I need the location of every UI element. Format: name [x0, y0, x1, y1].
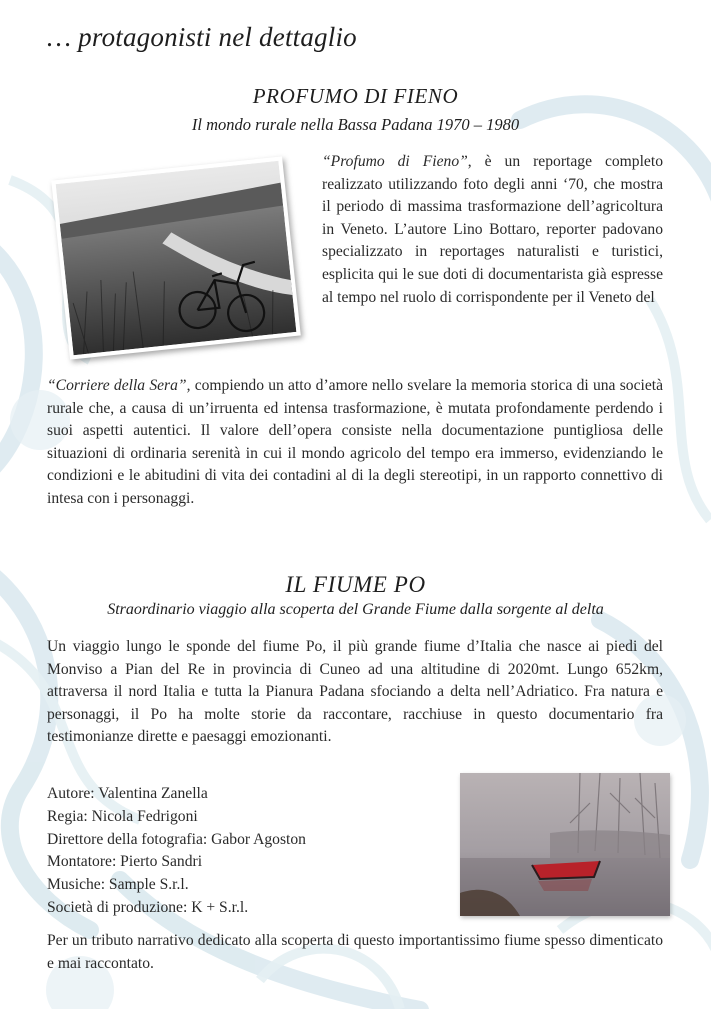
film-title-quote: “Profumo di Fieno”	[322, 153, 468, 170]
credit-cinematographer: Direttore della fotografia: Gabor Agoston	[47, 830, 306, 848]
credit-director: Regia: Nicola Fedrigoni	[47, 807, 198, 825]
credit-production: Società di produzione: K + S.r.l.	[47, 898, 249, 916]
section-subtitle-profumo-di-fieno: Il mondo rurale nella Bassa Padana 1970 – 1980	[191, 115, 520, 134]
bicycle-field-photo	[51, 156, 301, 359]
paragraph-profumo-continued	[47, 375, 663, 511]
credit-music: Musiche: Sample S.r.l.	[47, 876, 189, 894]
credits-list	[47, 783, 447, 920]
section-subtitle-il-fiume-po: Straordinario viaggio alla scoperta del Grande Fiume dalla sorgente al delta	[107, 601, 604, 618]
credit-editor: Montatore: Pierto Sandri	[47, 853, 203, 871]
paragraph-fiume-po: Un viaggio lungo le sponde del fiume Po, il più grande fiume d’Italia che nasce ai piedi del Monviso a Pian del Re in provincia di Cuneo ad una altitudine di 2020mt. Lungo 652km, attraversa il nord Italia e tutta la Pianura Padana sfociando a delta nell’Adriatico. Fra natura e personaggi, il Po ha molte storie da raccontare, racchiuse in questo documentario fra testimonianze dirette e paesaggi emozionanti.	[47, 638, 663, 746]
paragraph-text-part2: , compiendo un atto d’amore nello svelare la memoria storica di una società rurale che, a causa di un’irruenta ed intensa trasformazione, è mutata profondamente perdendo i suoi aspetti autentici. Il valore dell’opera consiste nella documentazione puntigliosa delle situazioni di ordinaria serenità in cui il mondo agricolo del tempo era immerso, evidenziando le condizioni e le abitudini di vita dei contadini al di la degli stereotipi, in un rapporto connettivo di intesa con i personaggi.	[47, 377, 663, 507]
river-boat-fog-photo	[460, 773, 670, 916]
newspaper-name: “Corriere della Sera”	[47, 377, 187, 394]
paragraph-closing: Per un tributo narrativo dedicato alla scoperta di questo importantissimo fiume spesso dimenticato e mai raccontato.	[47, 932, 663, 972]
paragraph-profumo-intro	[322, 151, 663, 309]
section-title-il-fiume-po: IL FIUME PO	[285, 572, 426, 597]
page-heading: … protagonisti nel dettaglio	[47, 22, 357, 52]
credit-author: Autore: Valentina Zanella	[47, 785, 208, 802]
section-title-profumo-di-fieno: PROFUMO DI FIENO	[252, 84, 459, 108]
paragraph-text-part1: , è un reportage completo realizzato utilizzando foto degli anni ‘70, che mostra il periodo di massima trasformazione dell’agricoltura in Veneto. L’autore Lino Bottaro, reporter padovano specializzato in reportages naturalisti e turistici, esplicita qui le sue doti di documentarista già espresse al tempo nel ruolo di corrispondente per il Veneto del	[322, 153, 663, 306]
